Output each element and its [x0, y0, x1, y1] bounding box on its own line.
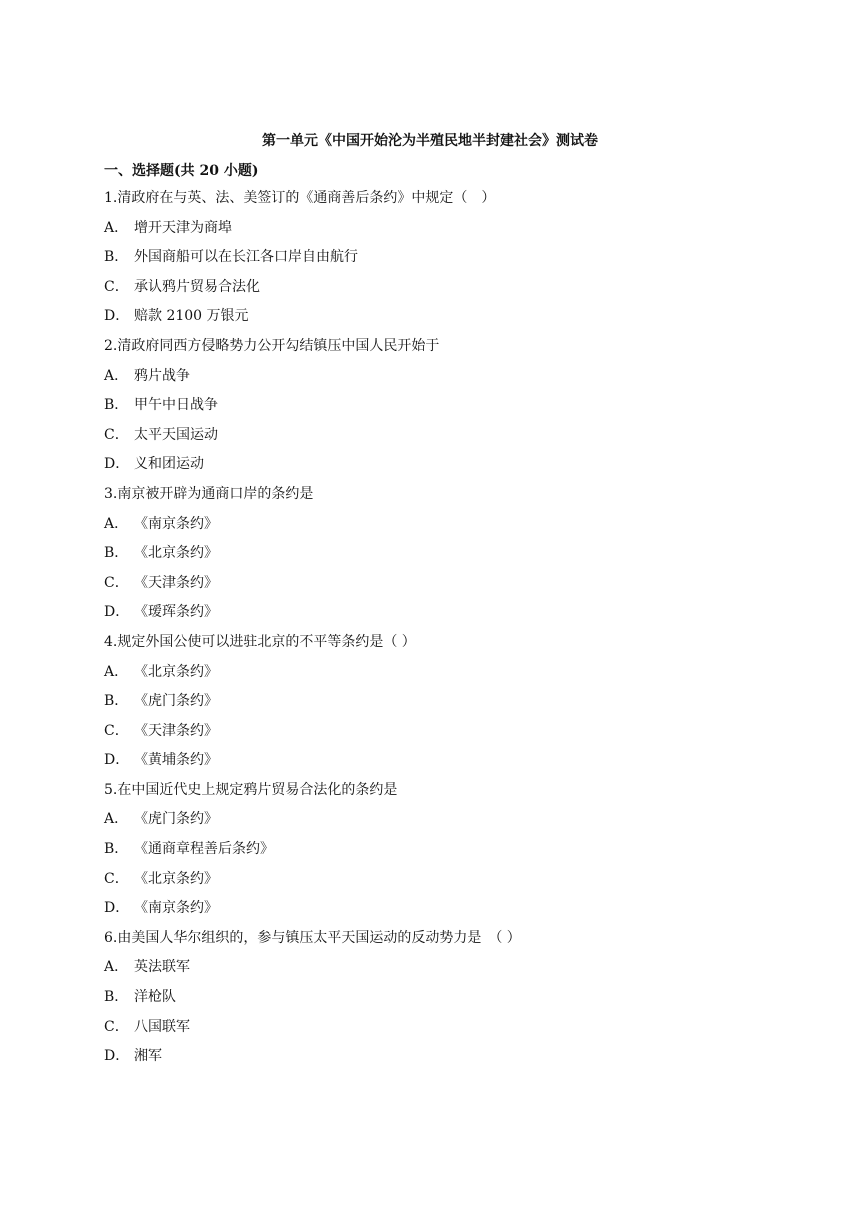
option-letter: D． — [104, 752, 130, 769]
option-text: 八国联军 — [134, 1018, 190, 1035]
question-stem: 3.南京被开辟为通商口岸的条约是 — [104, 485, 314, 502]
option-b — [104, 543, 764, 573]
option-a — [104, 218, 764, 248]
question-list — [104, 188, 764, 1076]
option-text: 《虎门条约》 — [134, 811, 218, 828]
option-a — [104, 957, 764, 987]
option-text: 《南京条约》 — [134, 900, 218, 917]
option-text: 承认鸦片贸易合法化 — [134, 278, 260, 295]
option-d — [104, 898, 764, 928]
option-text: 甲午中日战争 — [134, 397, 218, 414]
option-text: 外国商船可以在长江各口岸自由航行 — [134, 249, 358, 266]
option-letter: D． — [104, 604, 130, 621]
option-letter: A． — [104, 219, 129, 236]
option-letter: B． — [104, 397, 129, 414]
question-4 — [104, 632, 764, 780]
document-title: 第一单元《中国开始沦为半殖民地半封建社会》测试卷 — [262, 133, 598, 149]
option-a — [104, 662, 764, 692]
option-letter: A． — [104, 811, 129, 828]
option-letter: A． — [104, 367, 129, 384]
option-c — [104, 277, 764, 307]
option-a — [104, 809, 764, 839]
option-text: 《虎门条约》 — [134, 693, 218, 710]
option-text: 《天津条约》 — [134, 722, 218, 739]
option-b — [104, 839, 764, 869]
option-letter: B． — [104, 693, 129, 710]
option-text: 英法联军 — [134, 959, 190, 976]
question-6 — [104, 928, 764, 1076]
option-text: 增开天津为商埠 — [134, 219, 232, 236]
option-letter: A． — [104, 663, 129, 680]
option-letter: B． — [104, 249, 129, 266]
question-stem: 1.清政府在与英、法、美签订的《通商善后条约》中规定（ ） — [104, 190, 496, 206]
section-heading: 一、选择题(共 20 小题) — [104, 163, 259, 179]
question-5 — [104, 780, 764, 928]
option-letter: B． — [104, 989, 129, 1006]
option-b — [104, 987, 764, 1017]
option-text: 《天津条约》 — [134, 574, 218, 591]
option-letter: C． — [104, 870, 129, 887]
option-text: 《北京条约》 — [134, 545, 218, 562]
option-text: 鸦片战争 — [134, 367, 190, 384]
option-c — [104, 869, 764, 899]
option-letter: B． — [104, 545, 129, 562]
option-c — [104, 573, 764, 603]
option-c — [104, 425, 764, 455]
option-a — [104, 514, 764, 544]
option-letter: A． — [104, 515, 129, 532]
option-b — [104, 395, 764, 425]
question-stem: 5.在中国近代史上规定鸦片贸易合法化的条约是 — [104, 781, 398, 798]
option-text: 湘军 — [134, 1048, 162, 1065]
question-2 — [104, 336, 764, 484]
question-stem: 6.由美国人华尔组织的，参与镇压太平天国运动的反动势力是 （ ） — [104, 929, 521, 946]
option-letter: B． — [104, 841, 129, 858]
option-text: 《通商章程善后条约》 — [134, 841, 274, 858]
option-text: 《北京条约》 — [134, 663, 218, 680]
option-text: 义和团运动 — [134, 456, 204, 473]
option-text: 洋枪队 — [134, 989, 176, 1006]
option-c — [104, 721, 764, 751]
option-c — [104, 1017, 764, 1047]
option-text: 赔款 2100 万银元 — [134, 308, 249, 325]
option-b — [104, 691, 764, 721]
option-letter: D． — [104, 308, 130, 325]
question-stem: 2.清政府同西方侵略势力公开勾结镇压中国人民开始于 — [104, 337, 440, 354]
option-b — [104, 247, 764, 277]
option-letter: D． — [104, 456, 130, 473]
question-stem: 4.规定外国公使可以进驻北京的不平等条约是（ ） — [104, 633, 416, 650]
option-letter: C． — [104, 426, 129, 443]
question-1 — [104, 188, 764, 336]
option-text: 《瑷珲条约》 — [134, 604, 218, 621]
option-letter: C． — [104, 1018, 129, 1035]
option-letter: C． — [104, 278, 129, 295]
option-d — [104, 750, 764, 780]
option-letter: D． — [104, 1048, 130, 1065]
option-letter: C． — [104, 722, 129, 739]
option-letter: A． — [104, 959, 129, 976]
option-d — [104, 454, 764, 484]
option-a — [104, 366, 764, 396]
option-text: 《北京条约》 — [134, 870, 218, 887]
question-3 — [104, 484, 764, 632]
option-letter: C． — [104, 574, 129, 591]
option-d — [104, 306, 764, 336]
option-letter: D． — [104, 900, 130, 917]
option-text: 太平天国运动 — [134, 426, 218, 443]
option-d — [104, 602, 764, 632]
option-text: 《黄埔条约》 — [134, 752, 218, 769]
option-text: 《南京条约》 — [134, 515, 218, 532]
option-d — [104, 1046, 764, 1076]
